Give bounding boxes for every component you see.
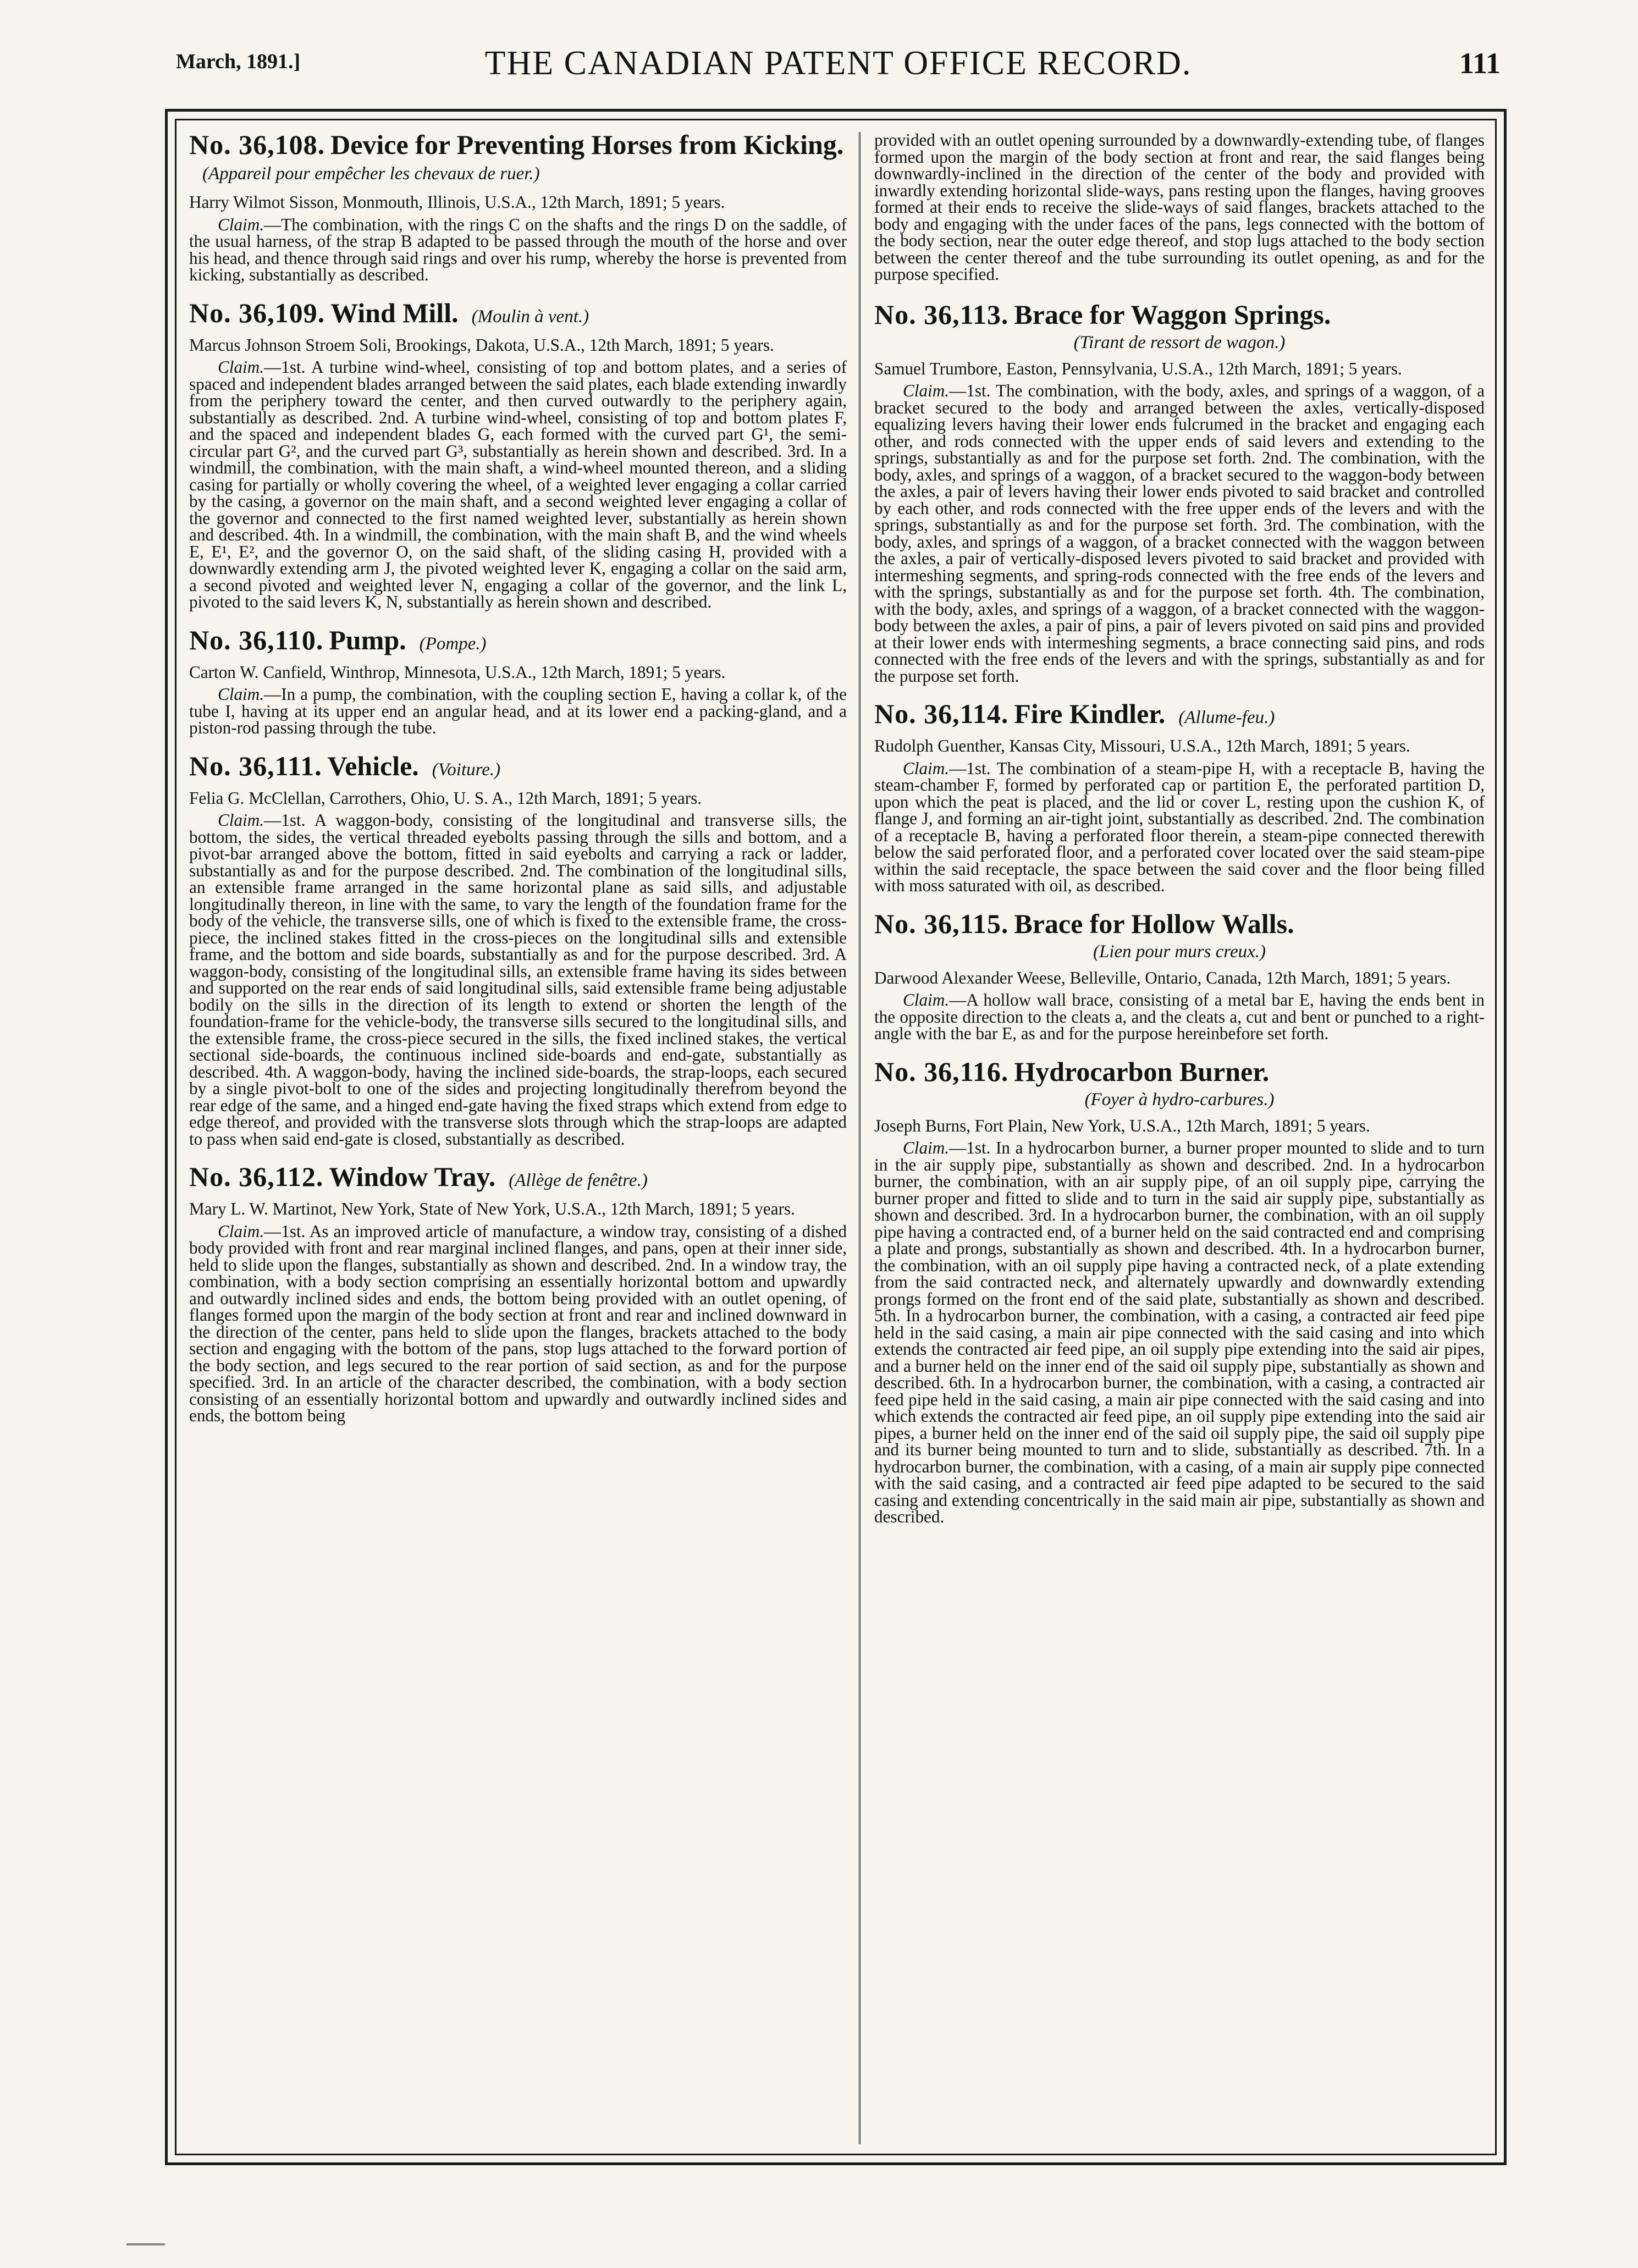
patent-entry [189, 1161, 847, 1425]
patent-entry [189, 132, 847, 284]
claim-label: Claim. [903, 381, 950, 400]
patent-number: No. 36,109. [189, 297, 326, 328]
claim-body: —1st. A turbine wind-wheel, consisting of top and bottom plates, and a series of spaced and independent blades arranged between the said plates, each blade extending inwardly from the periphery toward the center, and then curved outwardly to the periphery again, substantially as described. 2nd. A turbine wind-wheel, consisting of top and bottom plates F, and the spaced and independent blades G, each formed with the curved part G¹, the semi-circular part G², and the curved part G³, substantially as herein shown and described. 3rd. In a windmill, the combination, with the main shaft, a wind-wheel mounted thereon, and a sliding casing for partially or wholly covering the wheel, of a weighted lever engaging a collar carried by the casing, a governor on the main shaft, and a second weighted lever engaging a collar of the governor and connected to the first named weighted lever, substantially as herein shown and described. 4th. In a windmill, the combination, with the main shaft B, and the wind wheels E, E¹, E², and the governor O, on the said shaft, of the sliding casing H, provided with a downwardly extending arm J, the pivoted weighted lever K, engaging a collar on the said arm, a second pivoted and weighted lever N, engaging a collar of the governor, and the link L, pivoted to the said levers K, N, substantially as herein shown and described. [189, 357, 847, 611]
french-title: (Allume-feu.) [1178, 708, 1275, 727]
patent-number: No. 36,108. [189, 132, 326, 160]
left-column [189, 132, 847, 2144]
claim-label: Claim. [903, 990, 950, 1009]
patent-entry [874, 1056, 1485, 1526]
patent-entry [874, 299, 1485, 686]
claim-body: —1st. As an improved article of manufacture, a window tray, consisting of a dished body provided with front and rear marginal inclined flanges, and pans, open at their inner side, held to slide upon the flanges, substantially as shown and described. 2nd. In a window tray, the combination, with a body section comprising an essentially horizontal bottom and upwardly and outwardly inclined sides and ends, the bottom being provided with an outlet opening, of flanges formed upon the margin of the body section at front and rear and inclined downward in the direction of the center, pans held to slide upon the flanges, brackets attached to the body section and engaging with the bottom of the pans, stop lugs attached to the forward portion of the body section, and legs secured to the rear portion of said section, as and for the purpose specified. 3rd. In an article of the character described, the combination, with a body section consisting of an essentially horizontal bottom and upwardly and outwardly inclined sides and ends, the bottom being [189, 1221, 847, 1425]
patent-title: Fire Kindler. [1014, 698, 1166, 729]
entry-heading [874, 908, 1485, 962]
inventor-line: Darwood Alexander Weese, Belleville, Ontario, Canada, 12th March, 1891; 5 years. [874, 968, 1451, 987]
claim-label: Claim. [218, 214, 264, 234]
inventor-line: Joseph Burns, Fort Plain, New York, U.S.A., 12th March, 1891; 5 years. [874, 1116, 1370, 1135]
publication-title: THE CANADIAN PATENT OFFICE RECORD. [484, 45, 1192, 82]
patent-title: Device for Preventing Horses from Kicking. [330, 132, 844, 160]
claim-label: Claim. [218, 685, 264, 704]
french-title: (Lien pour murs creux.) [1093, 941, 1266, 962]
entry-heading [189, 624, 847, 656]
french-title: (Foyer à hydro-carbures.) [1084, 1089, 1275, 1110]
claim-text [874, 992, 1485, 1042]
running-header [165, 44, 1512, 88]
claim-label: Claim. [218, 1221, 264, 1241]
entry-heading [874, 698, 1485, 730]
patent-number: No. 36,111. [189, 750, 322, 781]
inventor-line: Samuel Trumbore, Easton, Pennsylvania, U.S.A., 12th March, 1891; 5 years. [874, 358, 1402, 378]
patent-number: No. 36,115. [874, 908, 1009, 939]
patent-number: No. 36,114. [874, 698, 1009, 729]
claim-label: Claim. [218, 357, 264, 377]
inventor-line: Mary L. W. Martinot, New York, State of New York, U.S.A., 12th March, 1891; 5 years. [189, 1199, 795, 1218]
claim-body: —1st. In a hydrocarbon burner, a burner proper mounted to slide and to turn in the air supply pipe, substantially as shown and described. 2nd. In a hydrocarbon burner, the combination, with an air supply pipe, of an oil supply pipe, carrying the burner proper and fitted to slide and to turn in the said air supply pipe, substantially as shown and described. 3rd. In a hydrocarbon burner, the combination, with an oil supply pipe having a contracted end, of a burner held on the said contracted end and comprising a plate and prongs, substantially as shown and described. 4th. In a hydrocarbon burner, the combination, with an oil supply pipe having a contracted neck, of a plate extending from the said contracted neck, and alternately upwardly and downwardly extending prongs formed on the front end of the said plate, substantially as shown and described. 5th. In a hydrocarbon burner, the combination, with a casing, a contracted air feed pipe held in the said casing, a main air pipe connected with the said casing and into which extends the contracted air feed pipe, an oil supply pipe extending into the said air pipes, and a burner held on the inner end of the said oil supply pipe, substantially as shown and described. 6th. In a hydrocarbon burner, the combination, with a casing, a contracted air feed pipe held in the said casing, a main air pipe connected with the said casing and into which extends the contracted air feed pipe, an oil supply pipe extending into the said air pipes, a burner held on the inner end of the said oil supply pipe, the said oil supply pipe and its burner being mounted to turn and to slide, substantially as described. 7th. In a hydrocarbon burner, the combination, with a casing, of a main air supply pipe connected with the said casing, and a contracted air feed pipe adapted to be secured to the said casing and extending concentrically in the said main air pipe, substantially as shown and described. [874, 1138, 1485, 1526]
patent-title: Brace for Waggon Springs. [1014, 299, 1331, 330]
claim-text [189, 214, 847, 284]
french-title: (Allège de fenêtre.) [509, 1171, 648, 1190]
entry-heading [874, 299, 1485, 353]
french-title: (Pompe.) [419, 633, 487, 654]
entry-heading [189, 1161, 847, 1193]
french-title: (Tirant de ressort de wagon.) [1073, 332, 1286, 352]
continued-claim-text: provided with an outlet opening surrounded by a downwardly-extending tube, of flanges formed upon the margin of the body section at front and rear, the said flanges being downwardly-inclined in the direction of the center of the body and provided with inwardly extending horizontal slide-ways, pans resting upon the flanges, having grooves formed at their ends to receive the slide-ways of said flanges, brackets attached to the body and engaging with the under faces of the pans, legs connected with the bottom of the body section, near the outer edge thereof, and stop lugs attached to the body section between the center thereof and the tube surrounding its outlet opening, as and for the purpose specified. [874, 132, 1485, 284]
inventor-line: Harry Wilmot Sisson, Monmouth, Illinois, U.S.A., 12th March, 1891; 5 years. [189, 192, 725, 212]
margin-mark [126, 2243, 165, 2245]
claim-text [874, 383, 1485, 685]
claim-label: Claim. [903, 758, 950, 778]
entry-heading [874, 1056, 1485, 1110]
patent-title: Pump. [329, 624, 406, 655]
patent-number: No. 36,113. [874, 299, 1009, 330]
patent-title: Brace for Hollow Walls. [1014, 908, 1294, 939]
patent-title: Wind Mill. [330, 297, 459, 328]
claim-body: —1st. The combination, with the body, axles, and springs of a waggon, of a bracket secured to the body and arranged between the axles, vertically-disposed equalizing levers having their lower ends fulcrumed in the bracket and engaging each other, and rods connected with the upper ends of said levers and extending to the springs, substantially as and for the purpose set forth. 2nd. The combination, with the body, axles, and springs of a waggon, of a bracket secured to the waggon-body between the axles, a pair of levers having their lower ends pivoted to said bracket and controlled by each other, and rods connected with the free upper ends of the levers and with the springs, substantially as and for the purpose set forth. 3rd. The combination, with the body, axles, and springs of a waggon, of a bracket connected with the waggon between the axles, a pair of vertically-disposed levers pivoted to said bracket and provided with intermeshing segments, and spring-rods connected with the free ends of the levers and with the springs, substantially as and for the purpose set forth. 4th. The combination, with the body, axles, and springs of a waggon, of a bracket connected with the waggon-body between the axles, a pair of pins, a pair of levers pivoted on said pins and provided at their lower ends with intermeshing segments, a brace connecting said pins, and rods connected with the free ends of the levers and with the springs, substantially as and for the purpose set forth. [874, 381, 1485, 686]
inventor-line: Marcus Johnson Stroem Soli, Brookings, Dakota, U.S.A., 12th March, 1891; 5 years. [189, 335, 774, 355]
claim-body: —The combination, with the rings C on the shafts and the rings D on the saddle, of the usual harness, of the strap B adapted to be passed through the mouth of the horse and over his head, and thence through said rings and over his rump, whereby the horse is prevented from kicking, substantially as described. [189, 214, 847, 284]
patent-title: Hydrocarbon Burner. [1014, 1056, 1270, 1087]
patent-number: No. 36,116. [874, 1056, 1009, 1087]
entry-heading [189, 132, 847, 186]
claim-body: —1st. A waggon-body, consisting of the longitudinal and transverse sills, the bottom, the sides, the vertical threaded eyebolts passing through the sills and bottom, and a pivot-bar arranged above the bottom, fitted in said eyebolts and carrying a rack or ladder, substantially as and for the purpose described. 2nd. The combination of the longitudinal sills, an extensible frame arranged in the same horizontal plane as said sills, and adjustable longitudinally thereon, in line with the same, to vary the length of the foundation frame for the body of the vehicle, the transverse sills, one of which is fixed to the extensible frame, the cross-piece, the inclined stakes fitted in the cross-pieces on the longitudinal sills and extensible frame, and the bottom and side boards, substantially as and for the purpose described. 3rd. A waggon-body, consisting of the longitudinal sills, an extensible frame having its sides between and supported on the rear ends of said longitudinal sills, said extensible frame being adjustable bodily on the sills in the direction of its length to extend or shorten the length of the foundation-frame for the vehicle-body, the transverse sills secured to the longitudinal sills, and the extensible frame, the cross-piece secured in the sills, the fixed inclined stakes, the vertical sectional side-boards, the continuous inclined side-boards and end-gate, substantially as described. 4th. A waggon-body, having the inclined side-boards, the strap-loops, each secured by a single pivot-bolt to one of the sides and projecting longitudinally therefrom beyond the rear edge of the same, and a hinged end-gate having the fixed straps which extend from edge to edge thereof, and provided with the transverse slots through which the strap-loops are adapted to pass when said end-gate is closed, substantially as described. [189, 810, 847, 1149]
claim-text [189, 812, 847, 1147]
patent-entry [189, 297, 847, 611]
issue-date: March, 1891.] [176, 50, 301, 73]
inventor-line: Felia G. McClellan, Carrothers, Ohio, U. S. A., 12th March, 1891; 5 years. [189, 788, 702, 808]
claim-body: —1st. The combination of a steam-pipe H, with a receptacle B, having the steam-chamber F, formed by perforated cap or partition E, the perforated partition D, upon which the peat is placed, and the lid or cover L, resting upon the cushion K, of flange J, and forming an air-tight joint, substantially as described. 2nd. The combination of a receptacle B, having a perforated floor therein, a steam-pipe connected therewith below the said perforated floor, and a perforated cover located over the said steam-pipe within the said receptacle, the space between the said cover and the floor being filled with moss saturated with oil, as described. [874, 758, 1485, 895]
patent-entry [874, 908, 1485, 1043]
claim-text [874, 760, 1485, 895]
patent-title: Window Tray. [329, 1161, 496, 1192]
column-divider [859, 132, 861, 2144]
claim-text [874, 1140, 1485, 1526]
patent-entry [189, 750, 847, 1149]
entry-heading [189, 297, 847, 329]
patent-number: No. 36,110. [189, 624, 324, 655]
french-title: (Appareil pour empêcher les chevaux de ruer.) [202, 164, 540, 184]
patent-entry [874, 698, 1485, 895]
entry-heading [189, 750, 847, 782]
french-title: (Moulin à vent.) [471, 306, 589, 327]
right-column [874, 132, 1485, 2144]
patent-entry [189, 624, 847, 737]
inventor-line: Rudolph Guenther, Kansas City, Missouri, U.S.A., 12th March, 1891; 5 years. [874, 736, 1410, 755]
claim-label: Claim. [218, 810, 264, 830]
patent-number: No. 36,112. [189, 1161, 324, 1192]
claim-body: —A hollow wall brace, consisting of a metal bar E, having the ends bent in the opposite direction to the cleats a, and the cleats a, cut and bent or punched to a right-angle with the bar E, as and for the purpose hereinbefore set forth. [874, 990, 1485, 1043]
claim-body: —In a pump, the combination, with the coupling section E, having a collar k, of the tube I, having at its upper end an angular head, and at its lower end a packing-gland, and a piston-rod passing through the tube. [189, 685, 847, 737]
patent-title: Vehicle. [327, 750, 419, 781]
french-title: (Voiture.) [432, 759, 501, 780]
page-number: 111 [1459, 47, 1501, 80]
claim-text [189, 359, 847, 611]
claim-label: Claim. [903, 1138, 950, 1157]
inventor-line: Carton W. Canfield, Winthrop, Minnesota, U.S.A., 12th March, 1891; 5 years. [189, 662, 726, 682]
claim-text [189, 1223, 847, 1425]
claim-text [189, 686, 847, 737]
